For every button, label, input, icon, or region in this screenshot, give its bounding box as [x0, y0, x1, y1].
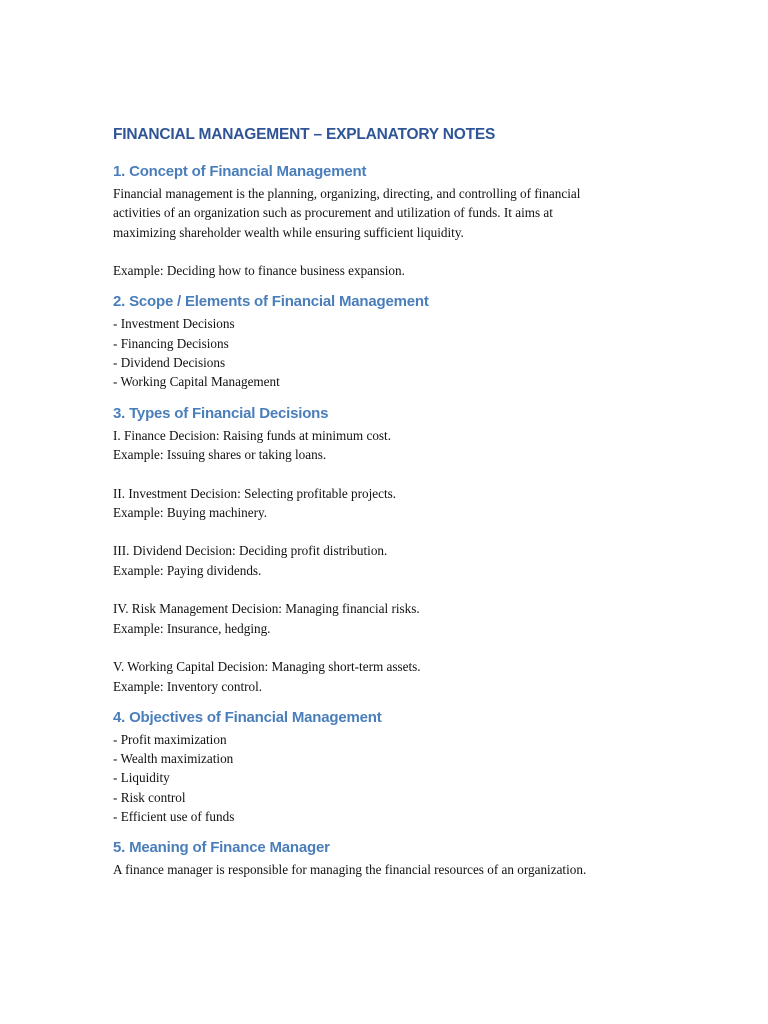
section-heading: 3. Types of Financial Decisions [113, 404, 329, 422]
example-line: Example: Inventory control. [113, 678, 263, 694]
section-heading: 1. Concept of Financial Management [113, 163, 367, 180]
decision-line: V. Working Capital Decision: Managing short-term assets. [113, 659, 421, 675]
list-item: - Dividend Decisions [113, 355, 226, 371]
decision-line: III. Dividend Decision: Deciding profit distribution. [113, 543, 388, 559]
example-line: Example: Paying dividends. [113, 562, 262, 578]
example-line: Example: Issuing shares or taking loans. [113, 446, 327, 462]
section-heading: 2. Scope / Elements of Financial Management [113, 293, 429, 311]
decision-line: II. Investment Decision: Selecting profitable projects. [113, 485, 397, 501]
list-item: - Financing Decisions [113, 335, 229, 351]
section-types [113, 404, 673, 696]
section-scope [113, 292, 673, 391]
example-line: Example: Insurance, hedging. [113, 620, 271, 636]
section-objectives [113, 708, 673, 826]
decision-line: I. Finance Decision: Raising funds at minimum cost. [113, 427, 391, 443]
list-item: - Efficient use of funds [113, 809, 235, 825]
decision-line: IV. Risk Management Decision: Managing financial risks. [113, 601, 420, 617]
list-item: - Working Capital Management [113, 374, 280, 390]
example-line: Example: Deciding how to finance business expansion. [113, 263, 405, 279]
list-item: - Liquidity [113, 770, 170, 786]
document-title: FINANCIAL MANAGEMENT – EXPLANATORY NOTES [113, 126, 496, 143]
example-line: Example: Buying machinery. [113, 504, 268, 520]
section-heading: 5. Meaning of Finance Manager [113, 839, 330, 857]
document-body [113, 125, 673, 880]
list-item: - Profit maximization [113, 731, 227, 747]
paragraph-line: Financial management is the planning, organizing, directing, and controlling of financial [113, 186, 581, 201]
paragraph-line: activities of an organization such as procurement and utilization of funds. It aims at [113, 205, 553, 221]
section-concept [113, 162, 673, 280]
list-item: - Risk control [113, 789, 186, 805]
section-finance-manager [113, 838, 673, 879]
section-heading: 4. Objectives of Financial Management [113, 708, 382, 726]
list-item: - Investment Decisions [113, 316, 235, 332]
paragraph-line: maximizing shareholder wealth while ensuring sufficient liquidity. [113, 224, 464, 240]
list-item: - Wealth maximization [113, 751, 234, 767]
paragraph-line: A finance manager is responsible for managing the financial resources of an organization. [113, 862, 587, 878]
